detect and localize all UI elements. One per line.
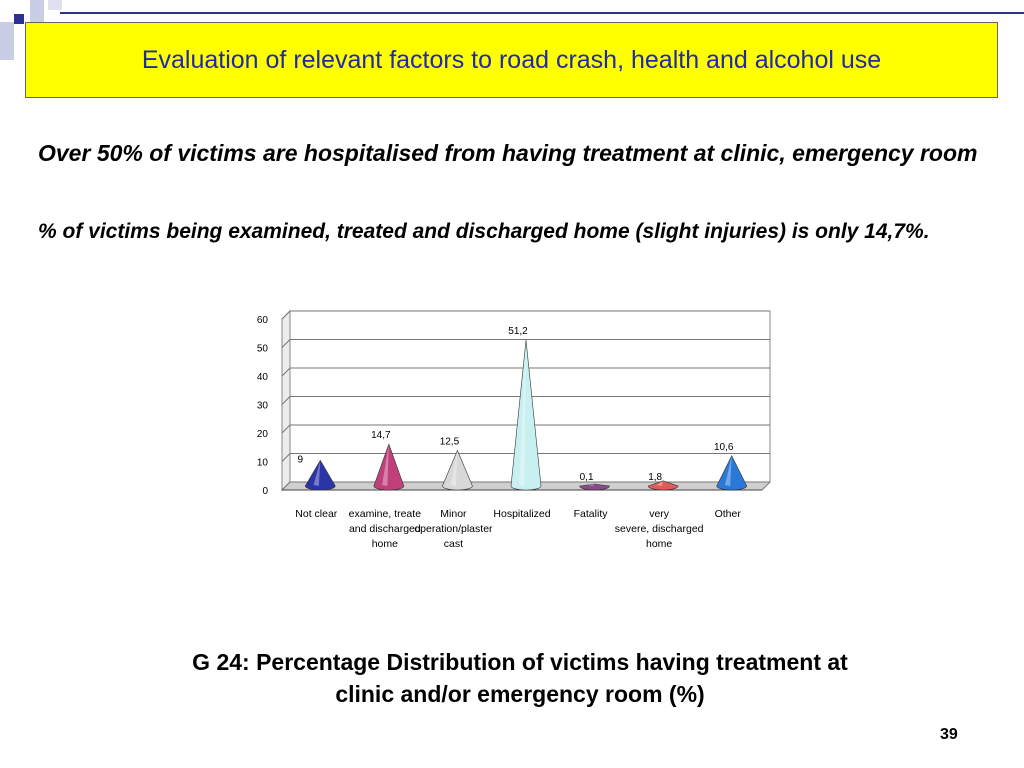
x-tick-label: home <box>371 538 398 550</box>
cone-bar-chart <box>200 295 780 565</box>
x-tick-label: home <box>646 538 673 550</box>
x-tick-label: Other <box>714 508 741 520</box>
slide-title: Evaluation of relevant factors to road crash, health and alcohol use <box>141 45 882 74</box>
y-tick-label: 30 <box>256 400 268 412</box>
y-tick-label: 50 <box>256 343 268 355</box>
x-tick-label: severe, discharged <box>614 523 704 535</box>
x-tick-label: Fatality <box>573 508 608 520</box>
y-tick-label: 60 <box>256 315 268 326</box>
chart-caption <box>100 646 940 710</box>
x-tick-label: Hospitalized <box>493 508 551 520</box>
top-rule <box>60 12 1024 14</box>
y-tick-label: 40 <box>256 372 268 383</box>
data-label: 51,2 <box>508 326 528 338</box>
data-label: 14,7 <box>371 430 391 442</box>
x-tick-label: and discharged <box>348 523 421 535</box>
finding-text-2: % of victims being examined, treated and discharged home (slight injuries) is only 14,7%. <box>38 220 930 243</box>
y-tick-label: 20 <box>256 429 268 440</box>
title-banner <box>25 22 998 98</box>
caption-line-1: G 24: Percentage Distribution of victims having treatment at <box>192 649 848 675</box>
x-tick-label: operation/plaster <box>414 523 493 535</box>
x-tick-label: examine, treate <box>348 508 422 520</box>
y-tick-label: 10 <box>256 457 268 469</box>
x-tick-label: Not clear <box>295 508 338 520</box>
data-label: 10,6 <box>713 441 734 453</box>
data-label: 12,5 <box>439 436 460 448</box>
x-tick-label: very <box>649 508 670 520</box>
caption-line-2: clinic and/or emergency room (%) <box>335 681 705 707</box>
page-number: 39 <box>940 726 958 743</box>
data-label: 9 <box>297 454 304 466</box>
y-tick-label: 0 <box>262 486 268 497</box>
data-label: 1,8 <box>648 472 663 483</box>
x-tick-label: cast <box>443 538 464 550</box>
finding-text-1: Over 50% of victims are hospitalised from having treatment at clinic, emergency room <box>38 140 978 166</box>
data-label: 0,1 <box>579 472 594 483</box>
x-tick-label: Minor <box>440 508 467 520</box>
